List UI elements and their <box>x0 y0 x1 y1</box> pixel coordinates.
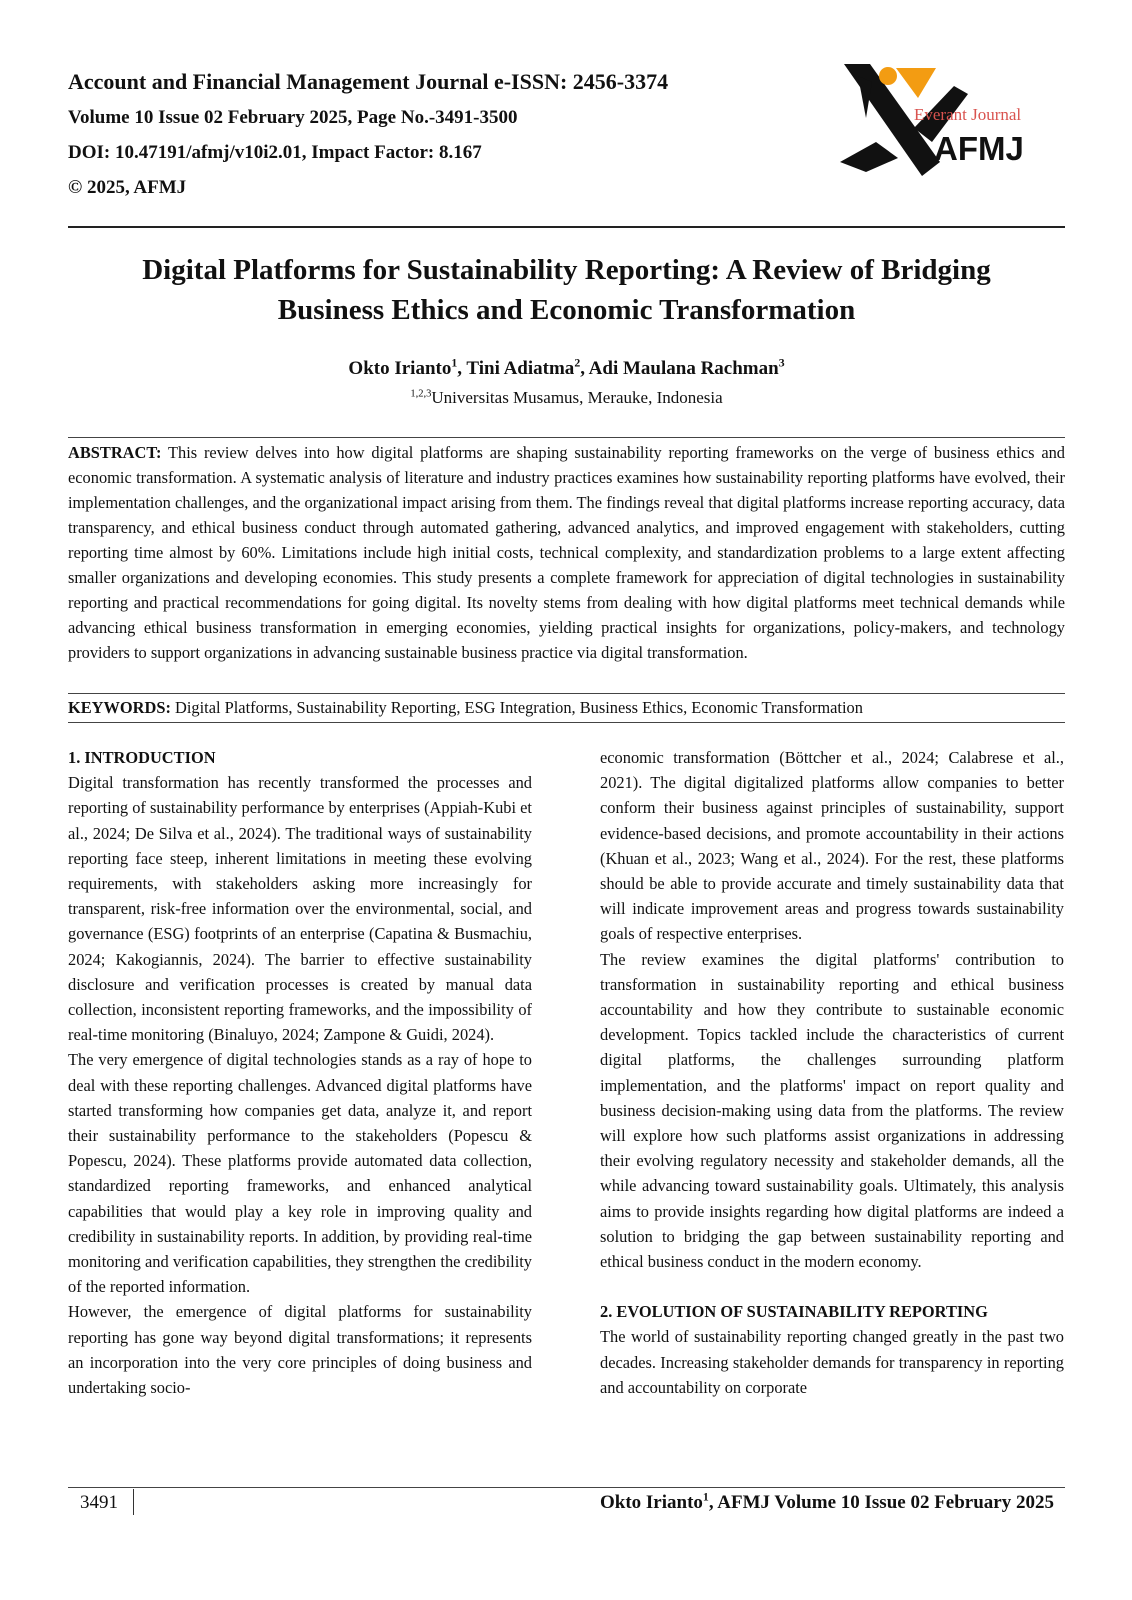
body-column-left <box>68 745 532 1400</box>
body-paragraph: The world of sustainability reporting changed greatly in the past two decades. Increasing stakeholder demands for transparency in reporting and accountability on corporate <box>600 1327 1064 1397</box>
body-paragraph: Digital transformation has recently transformed the processes and reporting of sustainability performance by enterprises (Appiah-Kubi et al., 2024; De Silva et al., 2024). The traditional ways of sustainability reporting face steep, inherent limitations in meeting these evolving requirements, with stakeholders asking more increasingly for transparent, risk-free information over the environmental, social, and governance (ESG) footprints of an enterprise (Capatina & Busmachiu, 2024; Kakogiannis, 2024). The barrier to effective sustainability disclosure and verification processes is created by manual data collection, inconsistent reporting frameworks, and the impossibility of real-time monitoring (Binaluyo, 2024; Zampone & Guidi, 2024). <box>68 773 532 1045</box>
paper-title-block <box>68 250 1065 330</box>
footer-journal-info: , AFMJ Volume 10 Issue 02 February 2025 <box>708 1492 1054 1513</box>
body-paragraph: The very emergence of digital technologies stands as a ray of hope to deal with these reporting challenges. Advanced digital platforms have started transforming how companies get data, analyze it, and report their sustainability performance to the stakeholders (Popescu & Popescu, 2024). These platforms provide automated data collection, standardized reporting frameworks, and enhanced analytical capabilities that would play a key role in improving quality and credibility in sustainability reports. In addition, by providing real-time monitoring and verification capabilities, they strengthen the credibility of the reported information. <box>68 1050 532 1297</box>
keywords-label: KEYWORDS: <box>68 698 171 717</box>
author-name: Adi Maulana Rachman <box>588 358 779 379</box>
paper-title-line-1: Digital Platforms for Sustainability Reporting: A Review of Bridging <box>142 254 991 286</box>
abstract-bottom-rule <box>68 693 1065 694</box>
author-affil-mark: 3 <box>778 356 785 370</box>
keywords-bottom-rule <box>68 722 1065 723</box>
journal-title: Account and Financial Management Journal e-ISSN: 2456-3374 <box>68 69 669 94</box>
section-gap <box>600 1274 1064 1299</box>
page-number: 3491 <box>80 1492 118 1513</box>
abstract-text: This review delves into how digital platforms are shaping sustainability reporting frameworks on the verge of business ethics and economic transformation. A systematic analysis of literature and industry practices examines how sustainability reporting platforms have evolved, their implementation challenges, and the organizational impact arising from them. The findings reveal that digital platforms increase reporting accuracy, data transparency, and ethical business conduct through automated gathering, advanced analytics, and improved engagement with stakeholders, cutting reporting time almost by 60%. Limitations include high initial costs, technical complexity, and standardization problems to a large extent affecting smaller organizations and developing economies. This study presents a complete framework for appreciation of digital technologies in sustainability reporting and practical recommendations for going digital. Its novelty stems from dealing with how digital platforms meet technical demands while advancing ethical business transformation in emerging economies, yielding practical insights for organizations, policy-makers, and technology providers to support organizations in advancing sustainable business practice via digital transformation. <box>68 443 1065 662</box>
abstract <box>68 440 1065 665</box>
journal-header <box>68 64 788 205</box>
running-footer <box>600 1490 1054 1516</box>
author-list: Okto Irianto$^1$, Tini Adiatma$^2$, Adi Maulana Rachman$^3$ <box>348 356 785 379</box>
section-heading: 2. EVOLUTION OF SUSTAINABILITY REPORTING <box>600 1302 988 1322</box>
affiliation <box>68 388 1065 408</box>
footer-separator <box>133 1489 134 1515</box>
author-name: Okto Irianto <box>348 358 452 379</box>
footer-author: Okto Irianto <box>599 1492 703 1513</box>
volume-info: Volume 10 Issue 02 February 2025, Page No.-3491-3500 <box>68 107 518 128</box>
abstract-label: ABSTRACT: <box>68 443 162 462</box>
doi-info: DOI: 10.47191/afmj/v10i2.01, Impact Factor: 8.167 <box>68 142 482 163</box>
section-heading: 1. INTRODUCTION <box>68 748 216 767</box>
copyright: © 2025, AFMJ <box>68 177 187 198</box>
author-name: Tini Adiatma <box>466 358 575 379</box>
footer-author-mark: 1 <box>702 1490 709 1504</box>
keywords-text: Digital Platforms, Sustainability Reporting, ESG Integration, Business Ethics, Economic Transformation <box>170 698 863 717</box>
body-paragraph: economic transformation (Böttcher et al., 2024; Calabrese et al., 2021). The digital digitalized platforms allow companies to better conform their business against principles of sustainability, support evidence-based decisions, and promote accountability in their actions (Khuan et al., 2023; Wang et al., 2024). For the rest, these platforms should be able to provide accurate and timely sustainability data that will indicate improvement areas and progress towards sustainability goals of respective enterprises. <box>600 748 1064 944</box>
afmj-logo <box>836 58 1056 208</box>
abstract-top-rule <box>68 437 1065 438</box>
body-paragraph: However, the emergence of digital platforms for sustainability reporting has gone way beyond digital transformations; it represents an incorporation into the very core principles of doing business and undertaking socio- <box>68 1302 532 1398</box>
affiliation-text: Universitas Musamus, Merauke, Indonesia <box>431 388 723 407</box>
logo-publisher-text: Everant Journal <box>914 105 1022 124</box>
affiliation-mark: 1,2,3 <box>410 388 432 400</box>
paper-title-line-2: Business Ethics and Economic Transformation <box>277 294 856 326</box>
footer-rule <box>68 1487 1065 1488</box>
body-paragraph: The review examines the digital platforms' contribution to transformation in sustainability reporting and ethical business accountability and how they contribute to sustainable economic development. Topics tackled include the characteristics of current digital platforms, the challenges surrounding platform implementation, and the platforms' impact on report quality and business decision-making using data from the platforms. The review will explore how such platforms assist organizations in addressing their evolving regulatory necessity and stakeholder demands, all the while advancing toward sustainability goals. Ultimately, this analysis aims to provide insights regarding how digital platforms are indeed a solution to bridging the gap between sustainability reporting and ethical business conduct in the modern economy. <box>600 949 1064 1272</box>
author-affil-mark: 1 <box>451 356 458 370</box>
author-affil-mark: 2 <box>574 356 581 370</box>
keywords <box>68 696 1065 720</box>
logo-abbrev-text: AFMJ <box>934 130 1024 167</box>
logo-graphic <box>836 58 1056 208</box>
body-column-right <box>600 745 1064 1400</box>
header-divider <box>68 226 1065 228</box>
